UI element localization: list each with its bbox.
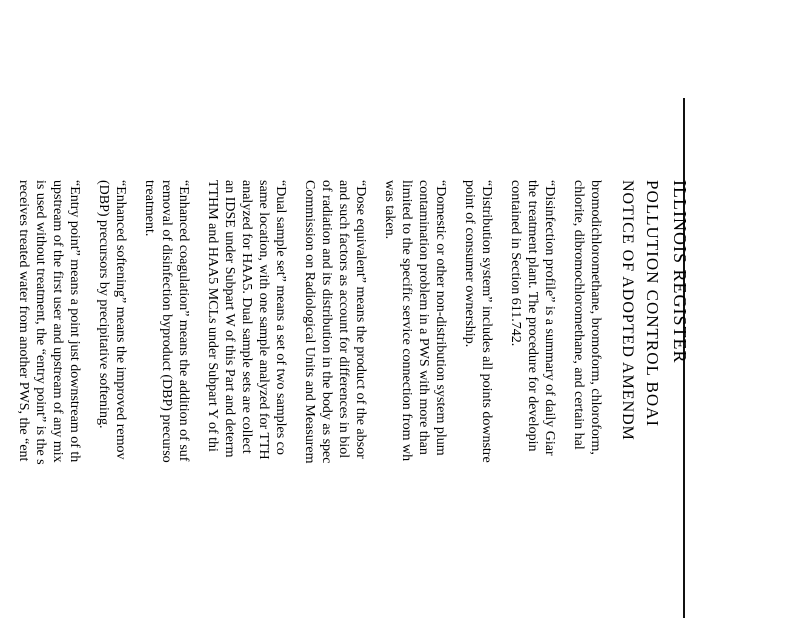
paragraph-line: contained in Section 611.742.: [508, 180, 523, 347]
paragraph: [204, 180, 289, 618]
paragraph-line: “Dose equivalent” means the product of the absor: [353, 180, 368, 459]
paragraph-line: contamination problem in a PWS with more than: [416, 180, 431, 455]
paragraph: [461, 180, 495, 618]
paragraph: [570, 180, 604, 618]
paragraph-line: the treatment plant. The procedure for developin: [525, 180, 540, 452]
paragraph-line: bromodichloromethane, bromoform, chloroform,: [588, 180, 603, 455]
paragraph-line: Commission on Radiological Units and Measurem: [302, 180, 317, 464]
paragraph-line: “Dual sample set” means a set of two samples co: [273, 180, 288, 455]
paragraph-line: treatment.: [142, 180, 157, 237]
paragraph-line: removal of disinfection byproduct (DBP) precurso: [159, 180, 174, 463]
register-title: ILLINOIS REGISTER: [670, 180, 690, 364]
paragraph-line: limited to the specific service connection from wh: [399, 180, 414, 462]
paragraph-line: “Distribution system” includes all points downstre: [479, 180, 494, 463]
paragraph-line: was taken.: [382, 180, 397, 240]
paragraph-line: is used without treatment, the “entry point” is the s: [33, 180, 48, 465]
paragraph-line: receives treated water from another PWS, the “ent: [16, 180, 31, 462]
paragraph-line: analyzed for HAA5. Dual sample sets are collect: [239, 180, 254, 454]
paragraph-line: upstream of the first user and upstream of any mix: [50, 180, 65, 463]
board-title: POLLUTION CONTROL BOAI: [643, 180, 662, 428]
paragraph-line: an IDSE under Subpart W of this Part and determ: [222, 180, 237, 458]
paragraph: [95, 180, 129, 618]
paragraph-line: “Entry point” means a point just downstream of th: [67, 180, 82, 463]
paragraph-line: (DBP) precursors by precipitative softening.: [96, 180, 111, 429]
paragraph-line: chlorite, dibromochloromethane, and certain hal: [571, 180, 586, 450]
paragraph-line: TTHM and HAA5 MCLs under Subpart Y of thi: [205, 180, 220, 452]
paragraph: [381, 180, 449, 618]
paragraph-line: “Enhanced coagulation” means the addition of suf: [176, 180, 191, 462]
notice-title: NOTICE OF ADOPTED AMENDM: [619, 180, 636, 441]
paragraph-line: of radiation and its distribution in the body as spec: [319, 180, 334, 464]
paragraph: [507, 180, 558, 618]
paragraph-line: “Disinfection profile” is a summary of daily Giar: [542, 180, 557, 456]
paragraph-line: “Domestic or other non-distribution system plum: [433, 180, 448, 456]
paragraph: [301, 180, 369, 618]
paragraph-line: point of consumer ownership.: [462, 180, 477, 348]
paragraph: [15, 180, 83, 618]
document-body: [3, 180, 604, 618]
paragraph-line: same location, with one sample analyzed for TTH: [256, 180, 271, 460]
paragraph-line: “Enhanced softening” means the improved remov: [113, 180, 128, 460]
paragraph: [141, 180, 192, 618]
paragraph-line: and such factors as account for differences in biol: [336, 180, 351, 459]
